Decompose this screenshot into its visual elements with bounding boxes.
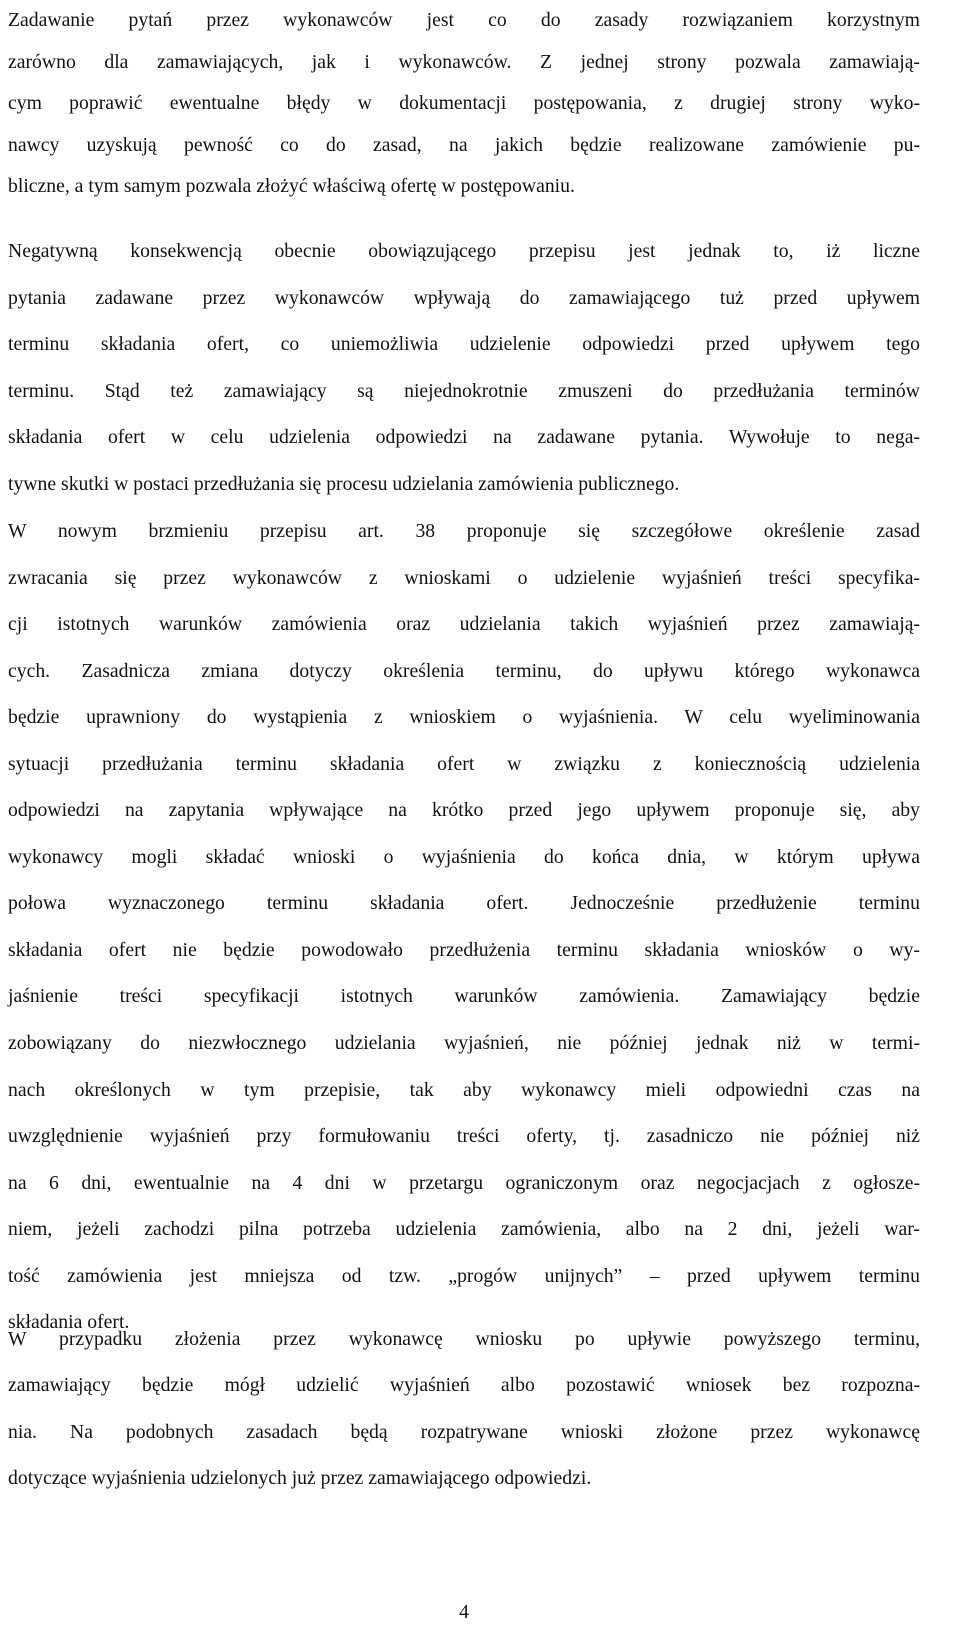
paragraph-3 xyxy=(8,508,920,1346)
paragraph-line: nia. Na podobnych zasadach będą rozpatrywane wnioski złożone przez wykonawcę xyxy=(8,1420,920,1443)
paragraph-line: tywne skutki w postaci przedłużania się procesu udzielania zamówienia publicznego. xyxy=(8,472,680,495)
paragraph-line: uwzględnienie wyjaśnień przy formułowaniu treści oferty, tj. zasadniczo nie później niż xyxy=(8,1125,920,1148)
page-number: 4 xyxy=(459,1601,469,1623)
paragraph-line: cji istotnych warunków zamówienia oraz udzielania takich wyjaśnień przez zamawiają- xyxy=(8,613,920,636)
paragraph-line: Zadawanie pytań przez wykonawców jest co do zasady rozwiązaniem korzystnym xyxy=(8,9,920,31)
paragraph-line: zarówno dla zamawiających, jak i wykonawców. Z jednej strony pozwala zamawiają- xyxy=(8,50,920,73)
paragraph-line: niem, jeżeli zachodzi pilna potrzeba udzielenia zamówienia, albo na 2 dni, jeżeli war- xyxy=(8,1218,920,1241)
paragraph-line: pytania zadawane przez wykonawców wpływają do zamawiającego tuż przed upływem xyxy=(8,286,920,309)
paragraph-line: zwracania się przez wykonawców z wnioskami o udzielenie wyjaśnień treści specyfika- xyxy=(8,566,920,589)
paragraph-line: dotyczące wyjaśnienia udzielonych już przez zamawiającego odpowiedzi. xyxy=(8,1466,592,1489)
paragraph-line: odpowiedzi na zapytania wpływające na krótko przed jego upływem proponuje się, aby xyxy=(8,799,920,822)
paragraph-line: terminu składania ofert, co uniemożliwia udzielenie odpowiedzi przed upływem tego xyxy=(8,333,920,356)
paragraph-line: sytuacji przedłużania terminu składania ofert w związku z koniecznością udzielenia xyxy=(8,752,920,775)
paragraph-line: nach określonych w tym przepisie, tak aby wykonawcy mieli odpowiedni czas na xyxy=(8,1078,920,1101)
paragraph-line: jaśnienie treści specyfikacji istotnych warunków zamówienia. Zamawiający będzie xyxy=(8,985,920,1008)
paragraph-line: składania ofert nie będzie powodowało przedłużenia terminu składania wniosków o wy- xyxy=(8,938,920,961)
paragraph-line: Negatywną konsekwencją obecnie obowiązującego przepisu jest jednak to, iż liczne xyxy=(8,240,920,262)
paragraph-line: cym poprawić ewentualne błędy w dokumentacji postępowania, z drugiej strony wyko- xyxy=(8,92,920,114)
paragraph-line: tość zamówienia jest mniejsza od tzw. „progów unijnych” – przed upływem terminu xyxy=(8,1264,920,1287)
paragraph-line: W nowym brzmieniu przepisu art. 38 proponuje się szczegółowe określenie zasad xyxy=(8,520,920,542)
paragraph-line: wykonawcy mogli składać wnioski o wyjaśnienia do końca dnia, w którym upływa xyxy=(8,845,920,868)
paragraph-line: na 6 dni, ewentualnie na 4 dni w przetargu ograniczonym oraz negocjacjach z ogłosze- xyxy=(8,1171,920,1194)
paragraph-line: składania ofert. xyxy=(8,1311,130,1334)
paragraph-line: połowa wyznaczonego terminu składania ofert. Jednocześnie przedłużenie terminu xyxy=(8,892,920,915)
paragraph-line: zobowiązany do niezwłocznego udzielania wyjaśnień, nie później jednak niż w termi- xyxy=(8,1032,920,1055)
paragraph-1 xyxy=(8,0,920,208)
paragraph-line: nawcy uzyskują pewność co do zasad, na jakich będzie realizowane zamówienie pu- xyxy=(8,133,920,156)
paragraph-4 xyxy=(8,1316,920,1501)
paragraph-line: bliczne, a tym samym pozwala złożyć właściwą ofertę w postępowaniu. xyxy=(8,175,575,197)
paragraph-line: będzie uprawniony do wystąpienia z wnioskiem o wyjaśnienia. W celu wyeliminowania xyxy=(8,706,920,729)
document-page xyxy=(8,0,920,1640)
paragraph-2 xyxy=(8,228,920,508)
paragraph-line: składania ofert w celu udzielenia odpowiedzi na zadawane pytania. Wywołuje to nega- xyxy=(8,426,920,449)
paragraph-line: zamawiający będzie mógł udzielić wyjaśnień albo pozostawić wniosek bez rozpozna- xyxy=(8,1374,920,1397)
paragraph-line: terminu. Stąd też zamawiający są niejednokrotnie zmuszeni do przedłużania terminów xyxy=(8,379,920,402)
paragraph-line: W przypadku złożenia przez wykonawcę wniosku po upływie powyższego terminu, xyxy=(8,1328,920,1350)
paragraph-line: cych. Zasadnicza zmiana dotyczy określenia terminu, do upływu którego wykonawca xyxy=(8,659,920,682)
